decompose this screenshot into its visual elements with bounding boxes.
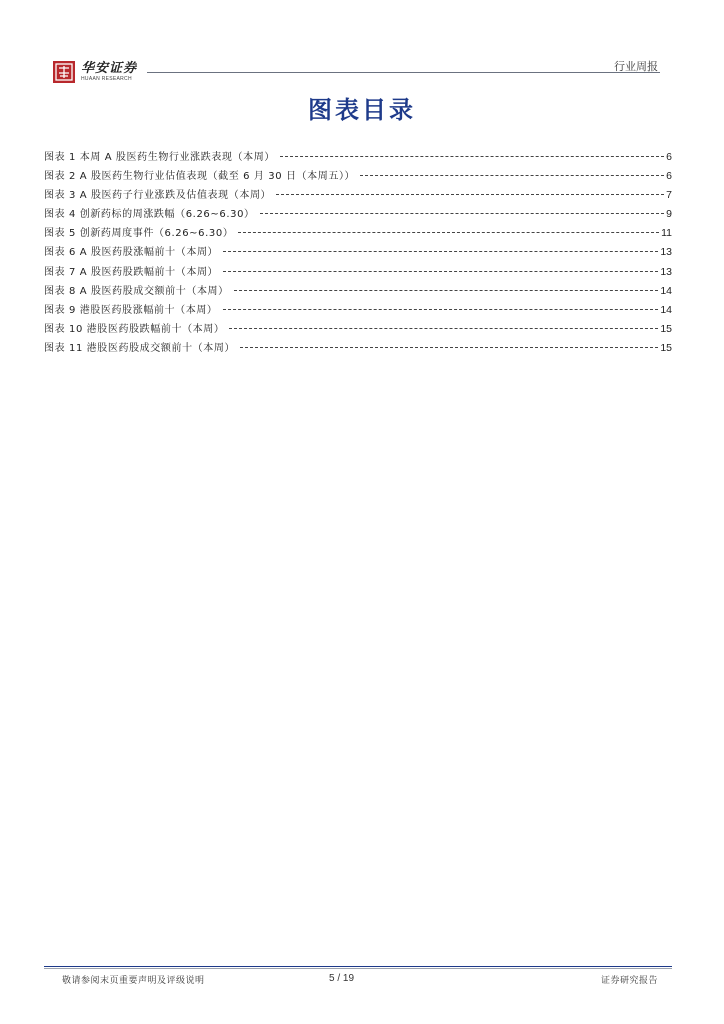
logo-brand-cn: 华安证券 <box>81 61 138 76</box>
toc-entry-page: 9 <box>666 208 672 221</box>
toc-entry[interactable] <box>44 148 672 167</box>
toc-entry-page: 15 <box>660 322 672 335</box>
toc-leader-dots <box>223 271 658 272</box>
toc-entry-label: 图表 7 A 股医药股跌幅前十（本周） <box>44 266 219 278</box>
toc-entry[interactable] <box>44 263 672 282</box>
toc-entry-label: 图表 8 A 股医药股成交额前十（本周） <box>44 285 229 297</box>
toc-entry[interactable] <box>44 339 672 358</box>
page-title: 图表目录 <box>308 96 416 124</box>
toc-entry-label: 图表 1 本周 A 股医药生物行业涨跌表现（本周） <box>44 152 275 163</box>
toc-entry-page: 13 <box>660 246 672 259</box>
report-type-label: 行业周报 <box>614 60 658 73</box>
toc-entry-label: 图表 10 港股医药股跌幅前十（本周） <box>44 323 225 335</box>
toc-entry-page: 11 <box>661 227 672 240</box>
footer-report-label: 证券研究报告 <box>600 976 658 986</box>
toc-leader-dots <box>260 213 665 214</box>
footer-divider <box>44 966 672 967</box>
toc-leader-dots <box>229 328 658 329</box>
toc-entry[interactable] <box>44 186 672 205</box>
toc-entry-label: 图表 11 港股医药股成交额前十（本周） <box>44 342 236 354</box>
toc-entry[interactable] <box>44 224 672 243</box>
toc-entry-label: 图表 3 A 股医药子行业涨跌及估值表现（本周） <box>44 190 272 202</box>
toc-entry-label: 图表 6 A 股医药股涨幅前十（本周） <box>44 247 219 259</box>
toc-entry-page: 6 <box>666 170 672 183</box>
toc-entry-page: 13 <box>660 265 672 278</box>
toc-leader-dots <box>223 251 658 252</box>
toc-entry-label: 图表 2 A 股医药生物行业估值表现（截至 6 月 30 日（本周五）） <box>44 171 356 183</box>
toc-entry[interactable] <box>44 301 672 320</box>
logo-brand-en: HUAAN RESEARCH <box>81 76 132 82</box>
toc-leader-dots <box>280 156 664 157</box>
footer-disclaimer: 敬请参阅末页重要声明及评级说明 <box>62 976 205 986</box>
toc-entry[interactable] <box>44 167 672 186</box>
toc-entry-page: 14 <box>660 284 672 297</box>
footer-divider-secondary <box>44 968 672 969</box>
toc-entry-page: 6 <box>666 151 672 163</box>
page-number: 5 / 19 <box>329 973 355 984</box>
toc-entry-page: 7 <box>666 189 672 202</box>
toc-leader-dots <box>223 309 659 310</box>
toc-leader-dots <box>276 194 664 195</box>
toc-leader-dots <box>234 290 659 291</box>
toc-entry[interactable] <box>44 243 672 262</box>
toc-entry[interactable] <box>44 282 672 301</box>
toc-entry[interactable] <box>44 205 672 224</box>
toc-entry-page: 15 <box>660 341 672 354</box>
toc-entry-label: 图表 5 创新药周度事件（6.26~6.30） <box>44 228 234 240</box>
toc-entry-label: 图表 4 创新药标的周涨跌幅（6.26~6.30） <box>44 209 255 221</box>
toc-entry-page: 14 <box>660 303 672 316</box>
table-of-figures <box>44 148 672 358</box>
toc-entry-label: 图表 9 港股医药股涨幅前十（本周） <box>44 304 218 316</box>
seal-icon <box>53 61 75 83</box>
toc-leader-dots <box>238 232 659 233</box>
company-logo <box>53 61 137 83</box>
toc-leader-dots <box>240 347 658 348</box>
toc-leader-dots <box>360 175 664 176</box>
toc-entry[interactable] <box>44 320 672 339</box>
header-divider <box>147 72 660 73</box>
